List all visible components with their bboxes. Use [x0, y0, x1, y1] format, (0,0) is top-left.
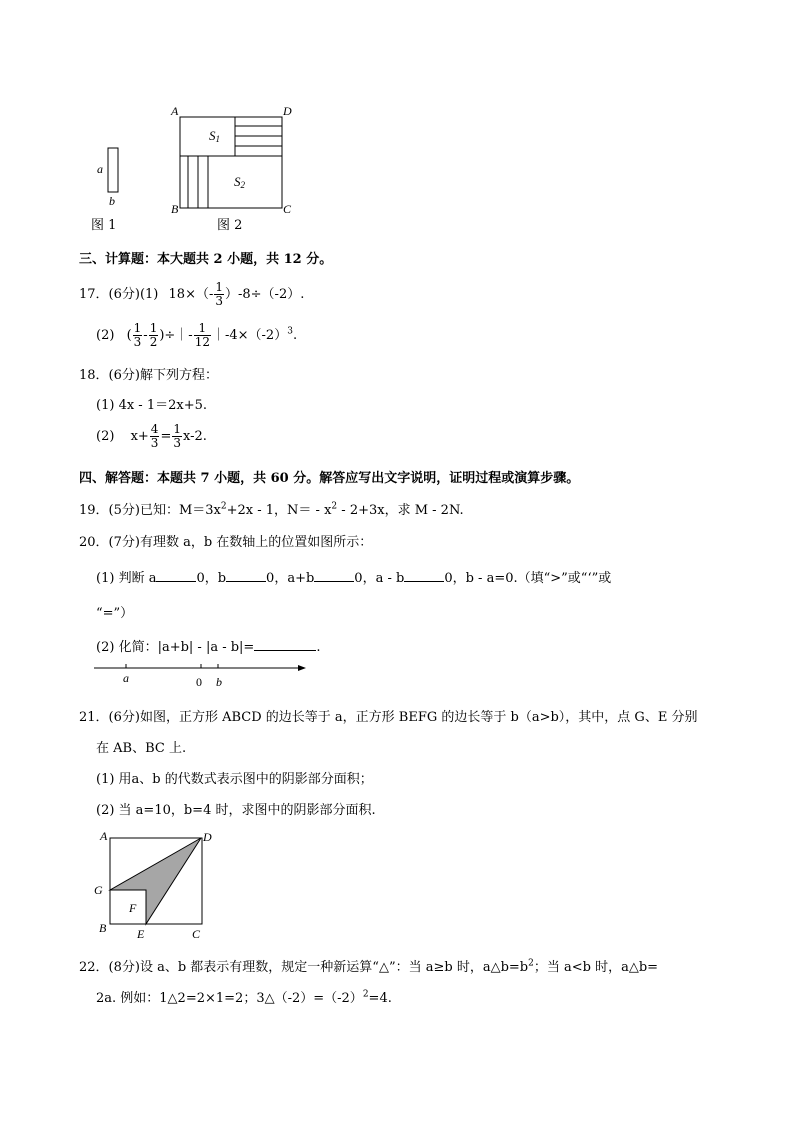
section-4-heading: 四、解答题：本题共 7 小题，共 60 分。解答应写出文字说明，证明过程或演算步骤。: [79, 471, 580, 486]
question-17-part-2: (2) ( $\frac{1}{3}$ - $\frac{1}{2}$ )÷｜- $\frac{1}{12}$ $|-4\times(-2)^3$.: [96, 321, 298, 349]
question-18-stem: 18．(6分)解下列方程：: [79, 368, 218, 383]
question-17-part-1: 17．(6分)(1) 18×（- $\frac{1}{3}$ ）-8÷（-2）.: [79, 280, 305, 308]
fig2-caption: 图 2: [217, 218, 243, 233]
question-21-part-1: (1) 用a、b 的代数式表示图中的阴影部分面积；: [96, 772, 373, 787]
question-20-stem: 20．(7分)有理数 a，b 在数轴上的位置如图所示：: [79, 535, 373, 550]
question-18-part-2: (2) x+ $\frac{4}{3}$ = $\frac{1}{3}$ x-2.: [96, 422, 207, 450]
question-20-part-2: (2) 化简：|a+b| - |a - b|= .: [96, 640, 321, 655]
question-18-part-1: (1) 4x - 1＝2x+5.: [96, 398, 207, 413]
fig21-label-F: F: [129, 901, 137, 915]
question-21-line-1: 21．(6分)如图，正方形 ABCD 的边长等于 a，正方形 BEFG 的边长等于 b（a>b），其中，点 G、E 分别: [79, 710, 698, 725]
number-line: [92, 660, 314, 690]
axis-label-0: 0: [196, 675, 202, 689]
question-19: 19．(5分)已知：$M=3x^2+2x - 1$，$N= - x^2 - 2+3x$，求 M - 2N.: [79, 501, 464, 518]
question-20-part-1-line-2: “=”）: [96, 606, 134, 621]
fig1-label-b: b: [109, 194, 115, 208]
fig2-label-S1: S1: [209, 128, 220, 144]
fig2-label-A: A: [171, 104, 179, 118]
figure-21: [92, 826, 222, 944]
blank-3[interactable]: [314, 571, 354, 582]
axis-label-b: b: [216, 675, 222, 689]
fig21-label-E: E: [137, 927, 145, 941]
fig1-caption: 图 1: [91, 218, 117, 233]
figure-2: [168, 100, 298, 216]
fig2-label-D: D: [283, 104, 292, 118]
fig2-label-B: B: [171, 202, 179, 216]
blank-2[interactable]: [226, 571, 266, 582]
section-3-heading: 三、计算题：本大题共 2 小题，共 12 分。: [79, 252, 333, 267]
question-21-line-2: 在 AB、BC 上.: [96, 741, 187, 756]
fig21-label-B: B: [99, 921, 107, 935]
question-22-line-2: 2a. 例如：1△2=2×1=2；$3\triangle(-2)=(-2)^2=4$.: [96, 989, 392, 1006]
fig2-label-C: C: [283, 202, 292, 216]
fig1-label-a: a: [97, 162, 103, 176]
blank-4[interactable]: [404, 571, 444, 582]
question-22-line-1: 22．(8分)设 a、b 都表示有理数，规定一种新运算“△”：当 a≥b 时，$a\triangle b=b^2$；当 a<b 时，a△b=: [79, 958, 659, 975]
fig2-label-S2: S2: [234, 174, 245, 190]
axis-label-a: a: [123, 671, 129, 685]
fig21-label-C: C: [192, 927, 201, 941]
fig21-label-D: D: [203, 830, 212, 844]
question-21-part-2: (2) 当 a=10，b=4 时，求图中的阴影部分面积.: [96, 803, 376, 818]
figure-1: [92, 140, 132, 210]
blank-1[interactable]: [156, 571, 196, 582]
blank-5[interactable]: [254, 640, 316, 651]
fig21-label-G: G: [94, 883, 103, 897]
question-20-part-1: (1) 判断 a 0，b 0，a+b 0，a - b 0，b - a=0.（填“>”或“‘”或: [96, 571, 612, 586]
fig21-label-A: A: [100, 829, 108, 843]
